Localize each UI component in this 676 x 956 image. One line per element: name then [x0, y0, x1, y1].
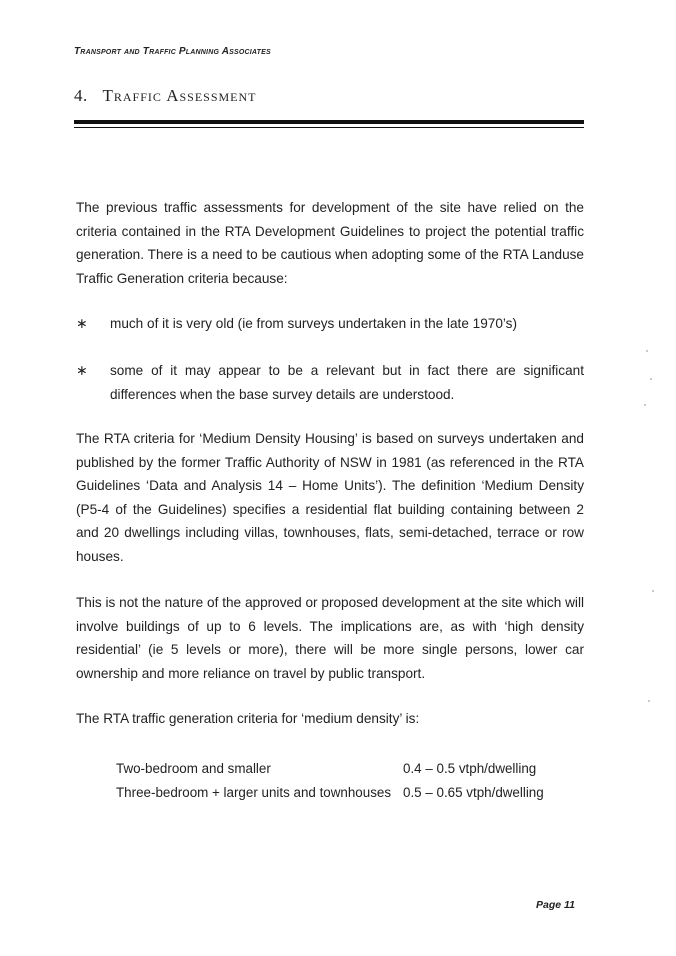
paragraph-medium-density: The RTA criteria for ‘Medium Density Housing’ is based on surveys undertaken and published by the former Traffic Authority of NSW in 1981 (as referenced in the RTA Guidelines ‘Data and Analysis 14 – Home Units’). The definition ‘Medium Density (P5-4 of the Guidelines) specifies a residential flat building containing between 2 and 20 dwellings including villas, townhouses, flats, semi-detached, terrace or row houses. [76, 431, 584, 564]
paragraph-intro: The previous traffic assessments for development of the site have relied on the criteria contained in the RTA Development Guidelines to project the potential traffic generation. There is a need to be cautious when adopting some of the RTA Landuse Traffic Generation criteria because: [76, 200, 584, 286]
paragraph-nature: This is not the nature of the approved or proposed development at the site which will involve buildings of up to 6 levels. The implications are, as with ‘high density residential’ (ie 5 levels or more), there will be more single persons, lower car ownership and more reliance on travel by public transport. [76, 595, 584, 681]
scan-margin-specks [642, 60, 662, 920]
bullet-text: much of it is very old (ie from surveys undertaken in the late 1970’s) [110, 316, 517, 331]
rate-row [116, 757, 576, 781]
page-number: Page 11 [536, 899, 575, 911]
section-number: 4. [74, 86, 88, 105]
heading-rule-thick [74, 120, 584, 124]
bullet-marker: ∗ [76, 315, 88, 331]
section-heading [74, 86, 257, 106]
bullet-marker: ∗ [76, 362, 88, 378]
bullet-text: some of it may appear to be a relevant but in fact there are significant differences when the base survey details are understood. [110, 363, 584, 402]
heading-rule-thin [74, 127, 584, 128]
rate-row [116, 781, 576, 805]
rate-value: 0.4 – 0.5 vtph/dwelling [403, 761, 537, 776]
running-header: Transport and Traffic Planning Associates [74, 46, 271, 57]
rate-label: Three-bedroom + larger units and townhouses [116, 784, 392, 800]
section-title: Traffic Assessment [102, 86, 257, 105]
rate-value: 0.5 – 0.65 vtph/dwelling [403, 784, 544, 800]
paragraph-criteria-intro: The RTA traffic generation criteria for ‘medium density’ is: [76, 711, 420, 726]
rates-list [116, 757, 576, 804]
rate-label: Two-bedroom and smaller [116, 761, 271, 776]
